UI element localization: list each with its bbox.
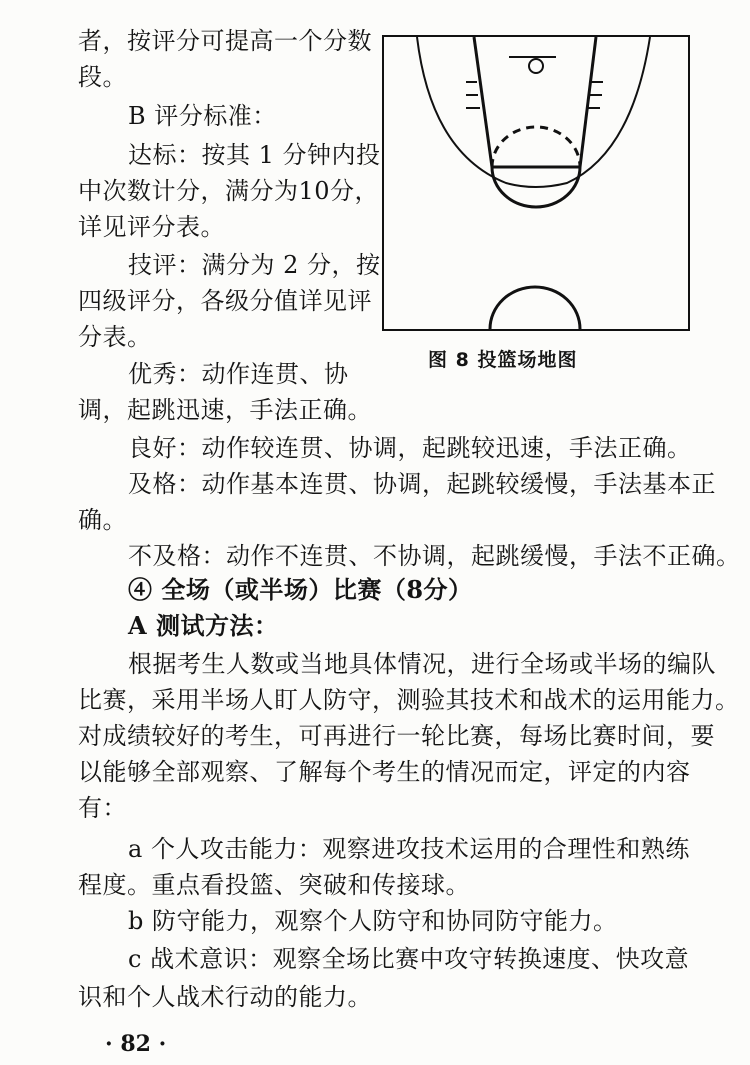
body-text-line-8: 四级评分，各级分值详见评 (78, 287, 372, 315)
body-text-line-21: 以能够全部观察、了解每个考生的情况而定，评定的内容 (78, 758, 691, 786)
body-text-line-15: 不及格：动作不连贯、不协调，起跳缓慢，手法不正确。 (128, 542, 741, 570)
body-text-line-2: 段。 (78, 63, 127, 91)
court-diagram-svg (382, 35, 692, 332)
body-text-line-18: 根据考生人数或当地具体情况，进行全场或半场的编队 (128, 650, 716, 678)
center-circle (490, 287, 580, 329)
page-number: · 82 · (105, 1031, 167, 1057)
body-text-line-7: 技评：满分为 2 分，按 (128, 251, 381, 279)
body-text-line-14: 确。 (78, 506, 127, 534)
body-text-line-12: 良好：动作较连贯、协调，起跳较迅速，手法正确。 (128, 434, 692, 462)
basketball-court-diagram (382, 35, 692, 332)
body-text-line-19: 比赛，采用半场人盯人防守，测验其技术和战术的运用能力。 (78, 686, 740, 714)
free-throw-lane-left (474, 37, 492, 167)
body-text-line-13: 及格：动作基本连贯、协调，起跳较缓慢，手法基本正 (128, 470, 716, 498)
body-text-line-25: b 防守能力，观察个人防守和协同防守能力。 (128, 907, 618, 935)
free-throw-circle-dashed (492, 127, 580, 167)
body-text-line-26: c 战术意识：观察全场比赛中攻守转换速度、快攻意 (128, 945, 690, 973)
body-text-line-23: a 个人攻击能力：观察进攻技术运用的合理性和熟练 (128, 835, 690, 863)
body-text-line-27: 识和个人战术行动的能力。 (78, 983, 372, 1011)
section-heading-a: A 测试方法： (128, 611, 279, 640)
body-text-line-20: 对成绩较好的考生，可再进行一轮比赛，每场比赛时间，要 (78, 722, 715, 750)
basket-ring (529, 59, 543, 73)
body-text-line-1: 者，按评分可提高一个分数 (78, 27, 372, 55)
body-text-line-24: 程度。重点看投篮、突破和传接球。 (78, 871, 470, 899)
body-text-line-11: 调，起跳迅速，手法正确。 (78, 396, 372, 424)
free-throw-lane-right (580, 37, 596, 167)
body-text-line-9: 分表。 (78, 323, 152, 351)
body-text-line-4: 达标：按其 1 分钟内投 (128, 141, 381, 169)
body-text-line-6: 详见评分表。 (78, 213, 225, 241)
body-text-line-10: 优秀：动作连贯、协 (128, 360, 349, 388)
body-text-line-22: 有： (78, 794, 127, 822)
section-heading-b: B 评分标准： (128, 102, 277, 130)
figure-caption: 图 8 投篮场地图 (428, 349, 578, 371)
section-heading-4: ④ 全场（或半场）比赛（8分） (128, 575, 473, 604)
body-text-line-5: 中次数计分，满分为10分， (78, 177, 380, 205)
